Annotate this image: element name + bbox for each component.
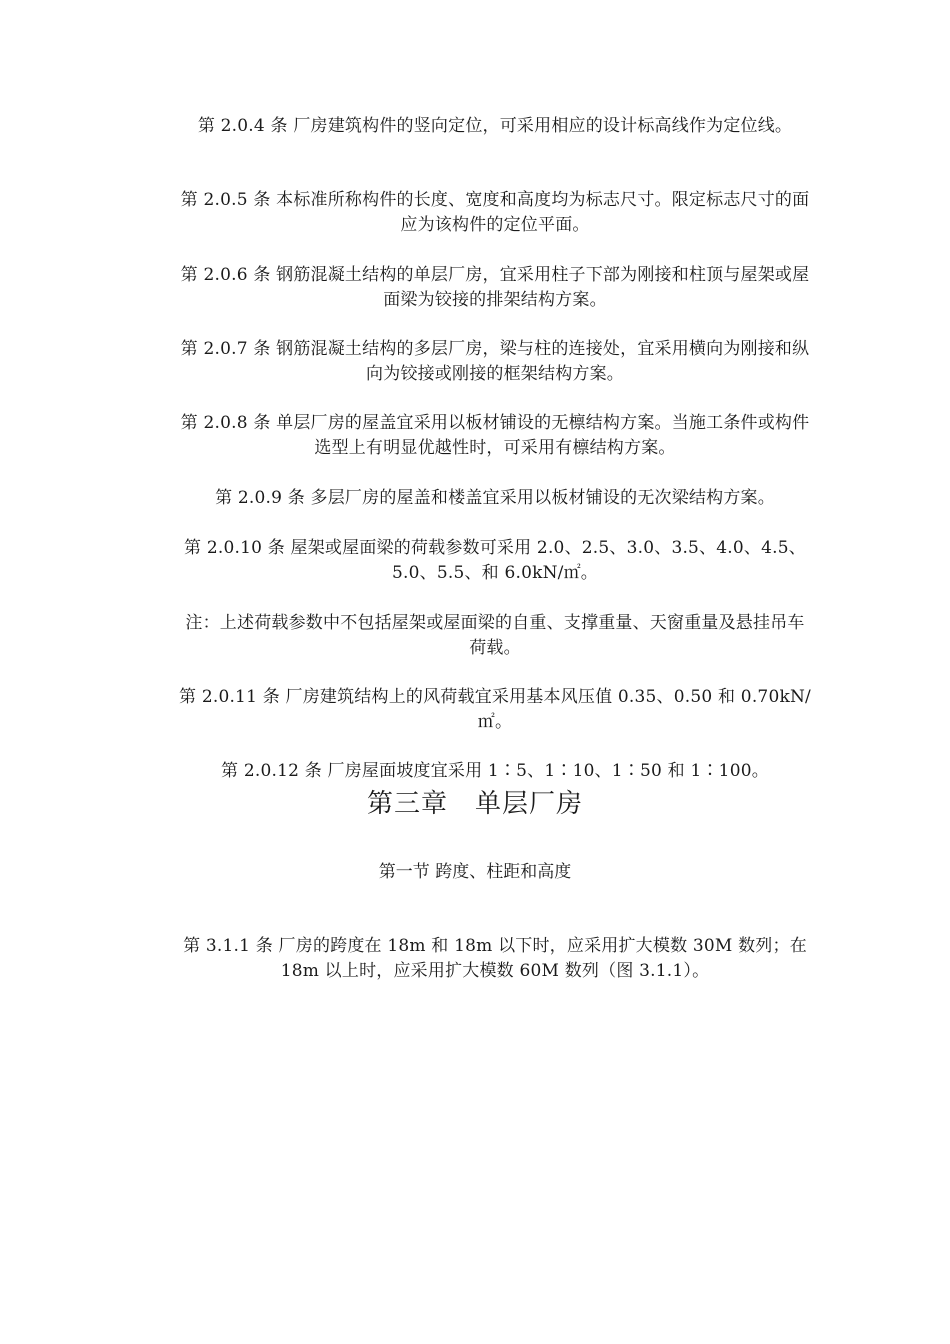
article-2-0-9: 第 2.0.9 条 多层厂房的屋盖和楼盖宜采用以板材铺设的无次梁结构方案。 — [215, 488, 775, 508]
article-2-0-5: 第 2.0.5 条 本标准所称构件的长度、宽度和高度均为标志尺寸。限定标志尺寸的面应为该构件的定位平面。 — [180, 190, 810, 235]
section-title: 第一节 跨度、柱距和高度 — [378, 862, 572, 882]
article-3-1-1: 第 3.1.1 条 厂房的跨度在 18m 和 18m 以下时，应采用扩大模数 30M 数列；在 18m 以上时，应采用扩大模数 60M 数列（图 3.1.1）。 — [183, 936, 807, 981]
chapter-title: 第三章 单层厂房 — [366, 789, 583, 819]
article-2-0-4: 第 2.0.4 条 厂房建筑构件的竖向定位，可采用相应的设计标高线作为定位线。 — [197, 116, 793, 136]
article-2-0-8: 第 2.0.8 条 单层厂房的屋盖宜采用以板材铺设的无檩结构方案。当施工条件或构件选型上有明显优越性时，可采用有檩结构方案。 — [180, 413, 810, 458]
article-2-0-6: 第 2.0.6 条 钢筋混凝土结构的单层厂房，宜采用柱子下部为刚接和柱顶与屋架或屋面梁为铰接的排架结构方案。 — [180, 265, 810, 310]
article-2-0-7: 第 2.0.7 条 钢筋混凝土结构的多层厂房，梁与柱的连接处，宜采用横向为刚接和纵向为铰接或刚接的框架结构方案。 — [180, 339, 810, 384]
article-2-0-11: 第 2.0.11 条 厂房建筑结构上的风荷载宜采用基本风压值 0.35、0.50 和 0.70kN/㎡。 — [179, 687, 811, 732]
article-2-0-10: 第 2.0.10 条 屋架或屋面梁的荷载参数可采用 2.0、2.5、3.0、3.5、4.0、4.5、5.0、5.5、和 6.0kN/㎡。 — [184, 538, 806, 583]
article-2-0-12: 第 2.0.12 条 厂房屋面坡度宜采用 1∶5、1∶10、1∶50 和 1∶100。 — [221, 761, 769, 781]
note-paragraph: 注：上述荷载参数中不包括屋架或屋面梁的自重、支撑重量、天窗重量及悬挂吊车荷载。 — [185, 613, 805, 658]
